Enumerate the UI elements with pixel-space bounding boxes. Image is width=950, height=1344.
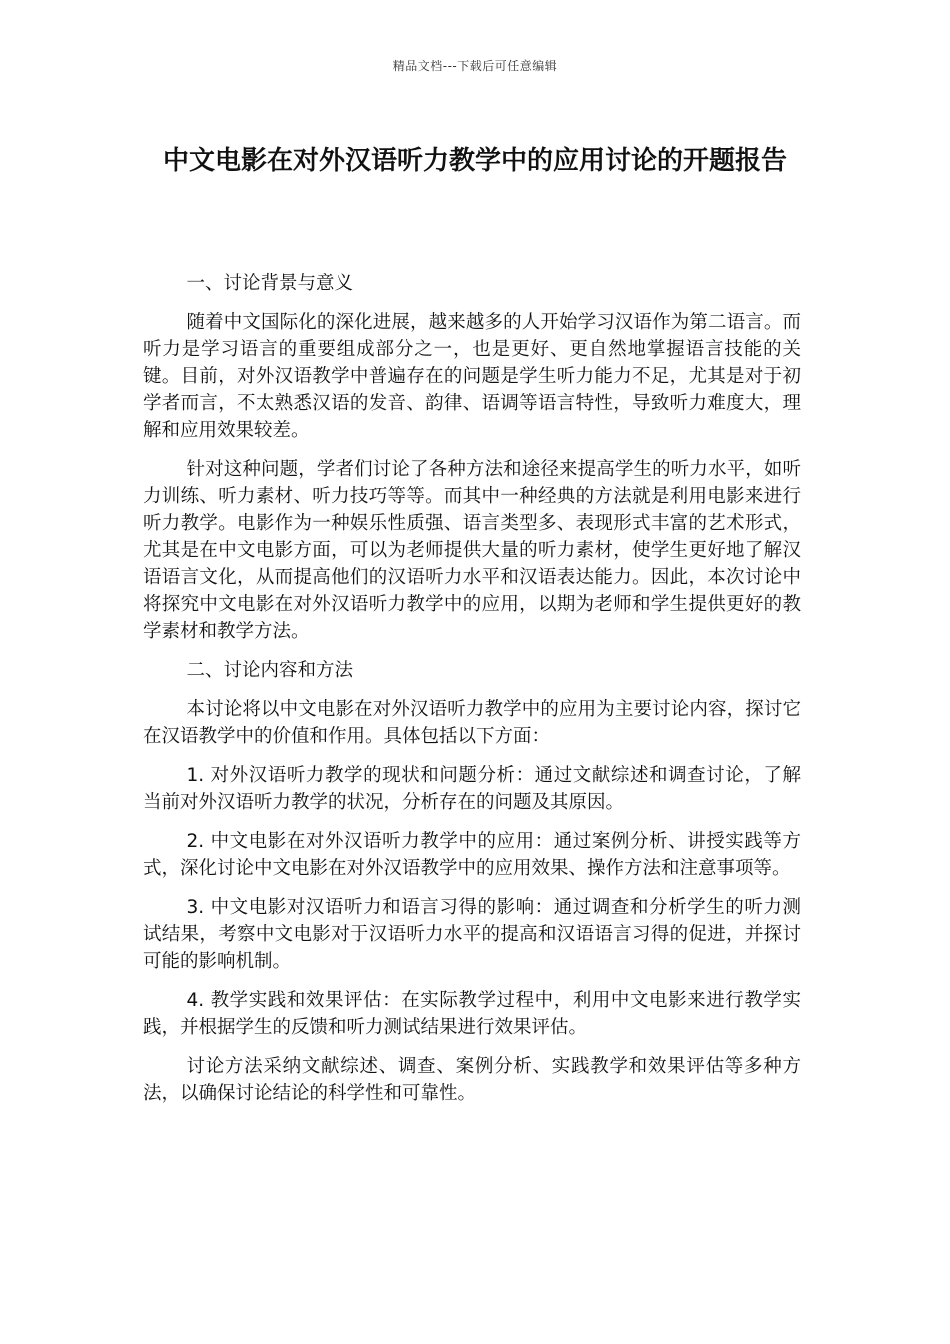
list-item: 2. 中文电影在对外汉语听力教学中的应用：通过案例分析、讲授实践等方式，深化讨论中文电影在对外汉语教学中的应用效果、操作方法和注意事项等。 (143, 831, 801, 879)
section-heading-background: 一、讨论背景与意义 (186, 273, 353, 294)
paragraph: 针对这种问题，学者们讨论了各种方法和途径来提高学生的听力水平，如听力训练、听力素材、听力技巧等等。而其中一种经典的方法就是利用电影来进行听力教学。电影作为一种娱乐性质强、语言类型多、表现形式丰富的艺术形式，尤其是在中文电影方面，可以为老师提供大量的听力素材，使学生更好地了解汉语语言文化，从而提高他们的汉语听力水平和汉语表达能力。因此，本次讨论中将探究中文电影在对外汉语听力教学中的应用，以期为老师和学生提供更好的教学素材和教学方法。 (143, 459, 801, 642)
paragraph: 讨论方法采纳文献综述、调查、案例分析、实践教学和效果评估等多种方法，以确保讨论结论的科学性和可靠性。 (143, 1056, 801, 1104)
list-item: 3. 中文电影对汉语听力和语言习得的影响：通过调查和分析学生的听力测试结果，考察中文电影对于汉语听力水平的提高和汉语语言习得的促进，并探讨可能的影响机制。 (143, 897, 801, 972)
header-note: 精品文档---下载后可任意编辑 (392, 59, 558, 73)
section-heading-content-methods: 二、讨论内容和方法 (186, 660, 353, 681)
document-title: 中文电影在对外汉语听力教学中的应用讨论的开题报告 (162, 146, 787, 176)
paragraph: 随着中文国际化的深化进展，越来越多的人开始学习汉语作为第二语言。而听力是学习语言的重要组成部分之一，也是更好、更自然地掌握语言技能的关键。目前，对外汉语教学中普遍存在的问题是学生听力能力不足，尤其是对于初学者而言，不太熟悉汉语的发音、韵律、语调等语言特性，导致听力难度大，理解和应用效果较差。 (143, 312, 801, 441)
document-body (143, 270, 801, 1119)
list-item: 1. 对外汉语听力教学的现状和问题分析：通过文献综述和调查讨论，了解当前对外汉语听力教学的状况，分析存在的问题及其原因。 (143, 765, 801, 813)
list-item: 4. 教学实践和效果评估：在实际教学过程中，利用中文电影来进行教学实践，并根据学生的反馈和听力测试结果进行效果评估。 (143, 990, 801, 1038)
paragraph: 本讨论将以中文电影在对外汉语听力教学中的应用为主要讨论内容，探讨它在汉语教学中的价值和作用。具体包括以下方面： (143, 699, 801, 747)
